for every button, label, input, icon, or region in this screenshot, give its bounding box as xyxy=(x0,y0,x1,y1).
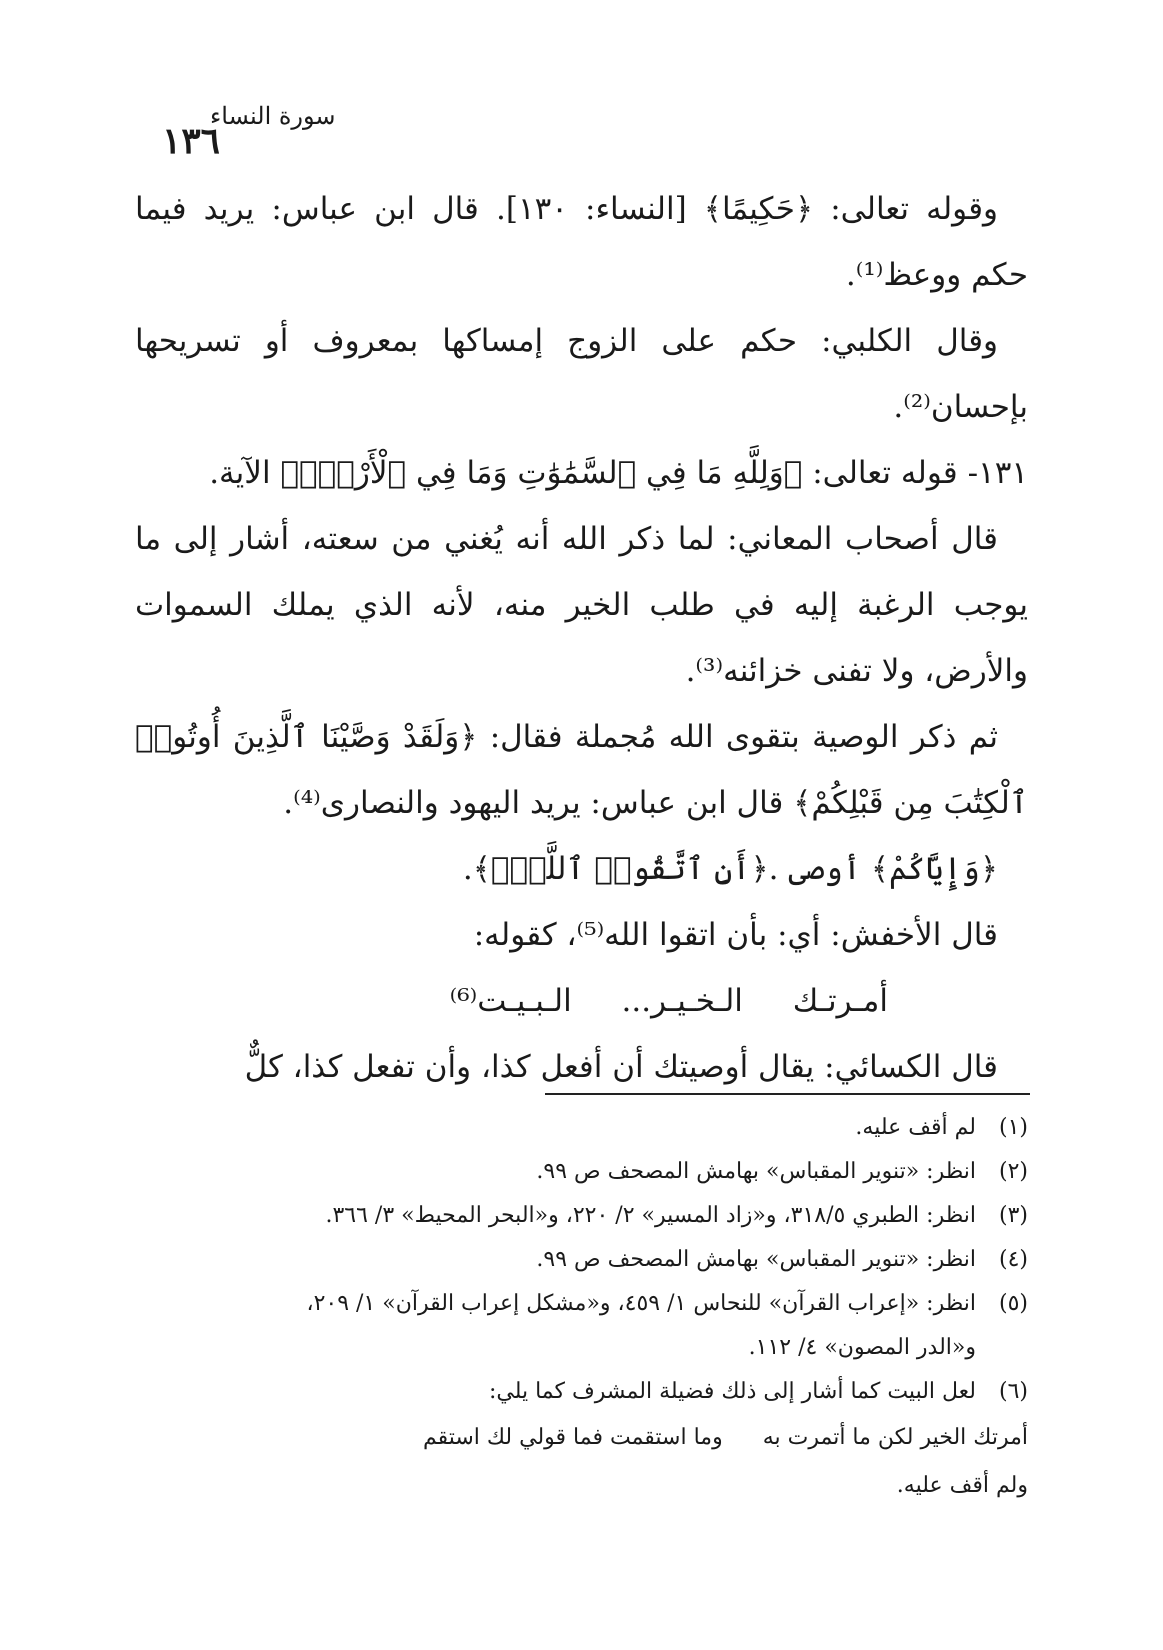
paragraph-2: وقال الكلبي: حكم على الزوج إمساكها بمعروف أو تسريحها بإحسان⁽²⁾. xyxy=(135,323,1028,425)
page-number: ١٣٦ xyxy=(162,120,221,162)
paragraph-5: ثم ذكر الوصية بتقوى الله مُجملة فقال: ﴿وَلَقَدْ وَصَّيْنَا ٱلَّذِينَ أُوتُوا۟ ٱلْكِتَٰبَ مِن قَبْلِكُمْ﴾ قال ابن عباس: يريد اليهود والنصارى⁽⁴⁾. xyxy=(135,719,1028,821)
footnote-5-continuation: و«الدر المصون» ٤/ ١١٢. xyxy=(748,1335,976,1360)
footnote-number: (٤) xyxy=(998,1247,1028,1272)
footnote-2 xyxy=(135,1150,1028,1194)
verse-131-heading: ١٣١- قوله تعالى: ﴿وَلِلَّهِ مَا فِي ٱلسَّمَٰوَٰتِ وَمَا فِي ٱلْأَرْضِۗ﴾ الآية. xyxy=(209,455,1028,491)
footnote-3 xyxy=(135,1194,1028,1238)
poetry-verse: أمـرتـك الـخـيـر... الـبـيـت⁽⁶⁾ xyxy=(449,983,888,1019)
footnote-6 xyxy=(135,1370,1028,1414)
poem-hemistich-2: وما استقمت فما قولي لك استقم xyxy=(422,1425,723,1450)
footnote-number: (٥) xyxy=(998,1291,1028,1316)
footnote-1 xyxy=(135,1106,1028,1150)
footnote-6-tail: ولم أقف عليه. xyxy=(896,1473,1028,1498)
footnote-text: انظر: «تنوير المقباس» بهامش المصحف ص ٩٩. xyxy=(536,1159,976,1184)
main-body-text xyxy=(135,176,1028,1100)
footnote-number: (٣) xyxy=(998,1203,1028,1228)
footnote-number: (٢) xyxy=(998,1159,1028,1184)
footnote-text: لعل البيت كما أشار إلى ذلك فضيلة المشرف كما يلي: xyxy=(488,1379,976,1404)
running-header-surah-title: سورة النساء xyxy=(210,102,336,130)
footnote-number: (٦) xyxy=(998,1379,1028,1404)
footnotes xyxy=(135,1106,1028,1510)
footnote-5 xyxy=(135,1282,1028,1326)
footnote-4 xyxy=(135,1238,1028,1282)
poem-hemistich-1: أمرتك الخير لكن ما أتمرت به xyxy=(762,1425,1028,1450)
footnote-separator xyxy=(545,1093,1030,1095)
paragraph-4: قال أصحاب المعاني: لما ذكر الله أنه يُغني من سعته، أشار إلى ما يوجب الرغبة إليه في طلب الخير منه، لأنه الذي يملك السموات والأرض، ولا تفنى خزائنه⁽³⁾. xyxy=(135,521,1028,689)
paragraph-6: ﴿وَإِيَّاكُمْ﴾ أوصى .﴿أَنِ ٱتَّقُوا۟ ٱللَّهَۚ﴾. xyxy=(462,851,998,887)
paragraph-8: قال الكسائي: يقال أوصيتك أن أفعل كذا، وأن تفعل كذا، كلٌّ xyxy=(244,1049,998,1085)
paragraph-1: وقوله تعالى: ﴿حَكِيمًا﴾ [النساء: ١٣٠]. قال ابن عباس: يريد فيما حكم ووعظ⁽¹⁾. xyxy=(135,191,1028,293)
footnote-text: انظر: «تنوير المقباس» بهامش المصحف ص ٩٩. xyxy=(536,1247,976,1272)
footnote-number: (١) xyxy=(998,1115,1028,1140)
footnote-text: انظر: الطبري ٣١٨/٥، و«زاد المسير» ٢/ ٢٢٠، و«البحر المحيط» ٣/ ٣٦٦. xyxy=(325,1203,976,1228)
footnote-6-poem xyxy=(135,1414,1028,1462)
footnote-text: لم أقف عليه. xyxy=(855,1115,976,1140)
paragraph-7: قال الأخفش: أي: بأن اتقوا الله⁽⁵⁾، كقوله: xyxy=(473,917,998,953)
footnote-text: انظر: «إعراب القرآن» للنحاس ١/ ٤٥٩، و«مشكل إعراب القرآن» ١/ ٢٠٩، xyxy=(306,1291,976,1316)
